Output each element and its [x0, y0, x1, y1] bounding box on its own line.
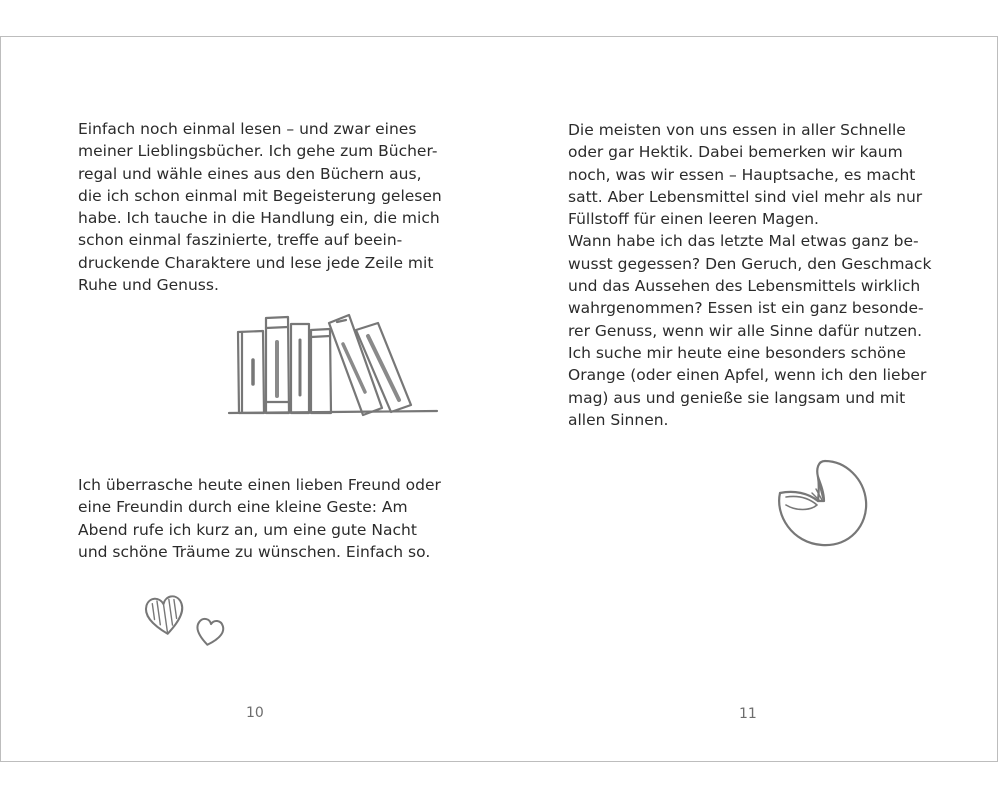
text-line: Wann habe ich das letzte Mal etwas ganz be-	[568, 232, 919, 251]
text-line: und das Aussehen des Lebensmittels wirklich	[568, 277, 921, 296]
text-line: oder gar Hektik. Dabei bemerken wir kaum	[568, 143, 903, 162]
text-line: Ich überrasche heute einen lieben Freund oder	[78, 476, 441, 494]
text-line: wahrgenommen? Essen ist ein ganz besonde-	[568, 299, 924, 318]
text-line: wusst gegessen? Den Geruch, den Geschmack	[568, 254, 932, 273]
text-line: Abend rufe ich kurz an, um eine gute Nacht	[78, 520, 417, 539]
text-line: schon einmal faszinierte, treffe auf beein-	[78, 231, 403, 250]
text-line: Die meisten von uns essen in aller Schnelle	[568, 121, 906, 139]
page-number-right: 11	[739, 706, 757, 722]
text-line: mag) aus und genieße sie langsam und mit	[568, 388, 906, 407]
right-paragraph-eating	[568, 119, 931, 431]
text-line: rer Genuss, wenn wir alle Sinne dafür nutzen.	[568, 321, 923, 340]
page-number-left: 10	[246, 705, 264, 721]
text-line: Füllstoff für einen leeren Magen.	[568, 210, 819, 229]
text-line: die ich schon einmal mit Begeisterung gelesen	[78, 186, 442, 205]
books-on-shelf-icon	[225, 310, 445, 420]
text-line: allen Sinnen.	[568, 410, 669, 429]
text-line: satt. Aber Lebensmittel sind viel mehr als nur	[568, 187, 923, 206]
text-line: und schöne Träume zu wünschen. Einfach so.	[78, 542, 431, 561]
text-line: Einfach noch einmal lesen – und zwar eines	[78, 120, 417, 138]
text-line: Ruhe und Genuss.	[78, 276, 219, 295]
two-hearts-icon	[140, 590, 240, 660]
left-paragraph-gesture	[78, 474, 441, 563]
text-line: Orange (oder einen Apfel, wenn ich den lieber	[568, 366, 927, 385]
left-paragraph-reading	[78, 118, 442, 296]
text-line: noch, was wir essen – Hauptsache, es macht	[568, 165, 916, 184]
text-line: regal und wähle eines aus den Büchern aus,	[78, 164, 422, 183]
text-line: Ich suche mir heute eine besonders schöne	[568, 343, 906, 362]
text-line: meiner Lieblingsbücher. Ich gehe zum Bücher-	[78, 142, 438, 161]
text-line: druckende Charaktere und lese jede Zeile mit	[78, 253, 434, 272]
text-line: habe. Ich tauche in die Handlung ein, die mich	[78, 209, 440, 228]
text-line: eine Freundin durch eine kleine Geste: Am	[78, 498, 408, 517]
orange-icon	[770, 455, 880, 555]
